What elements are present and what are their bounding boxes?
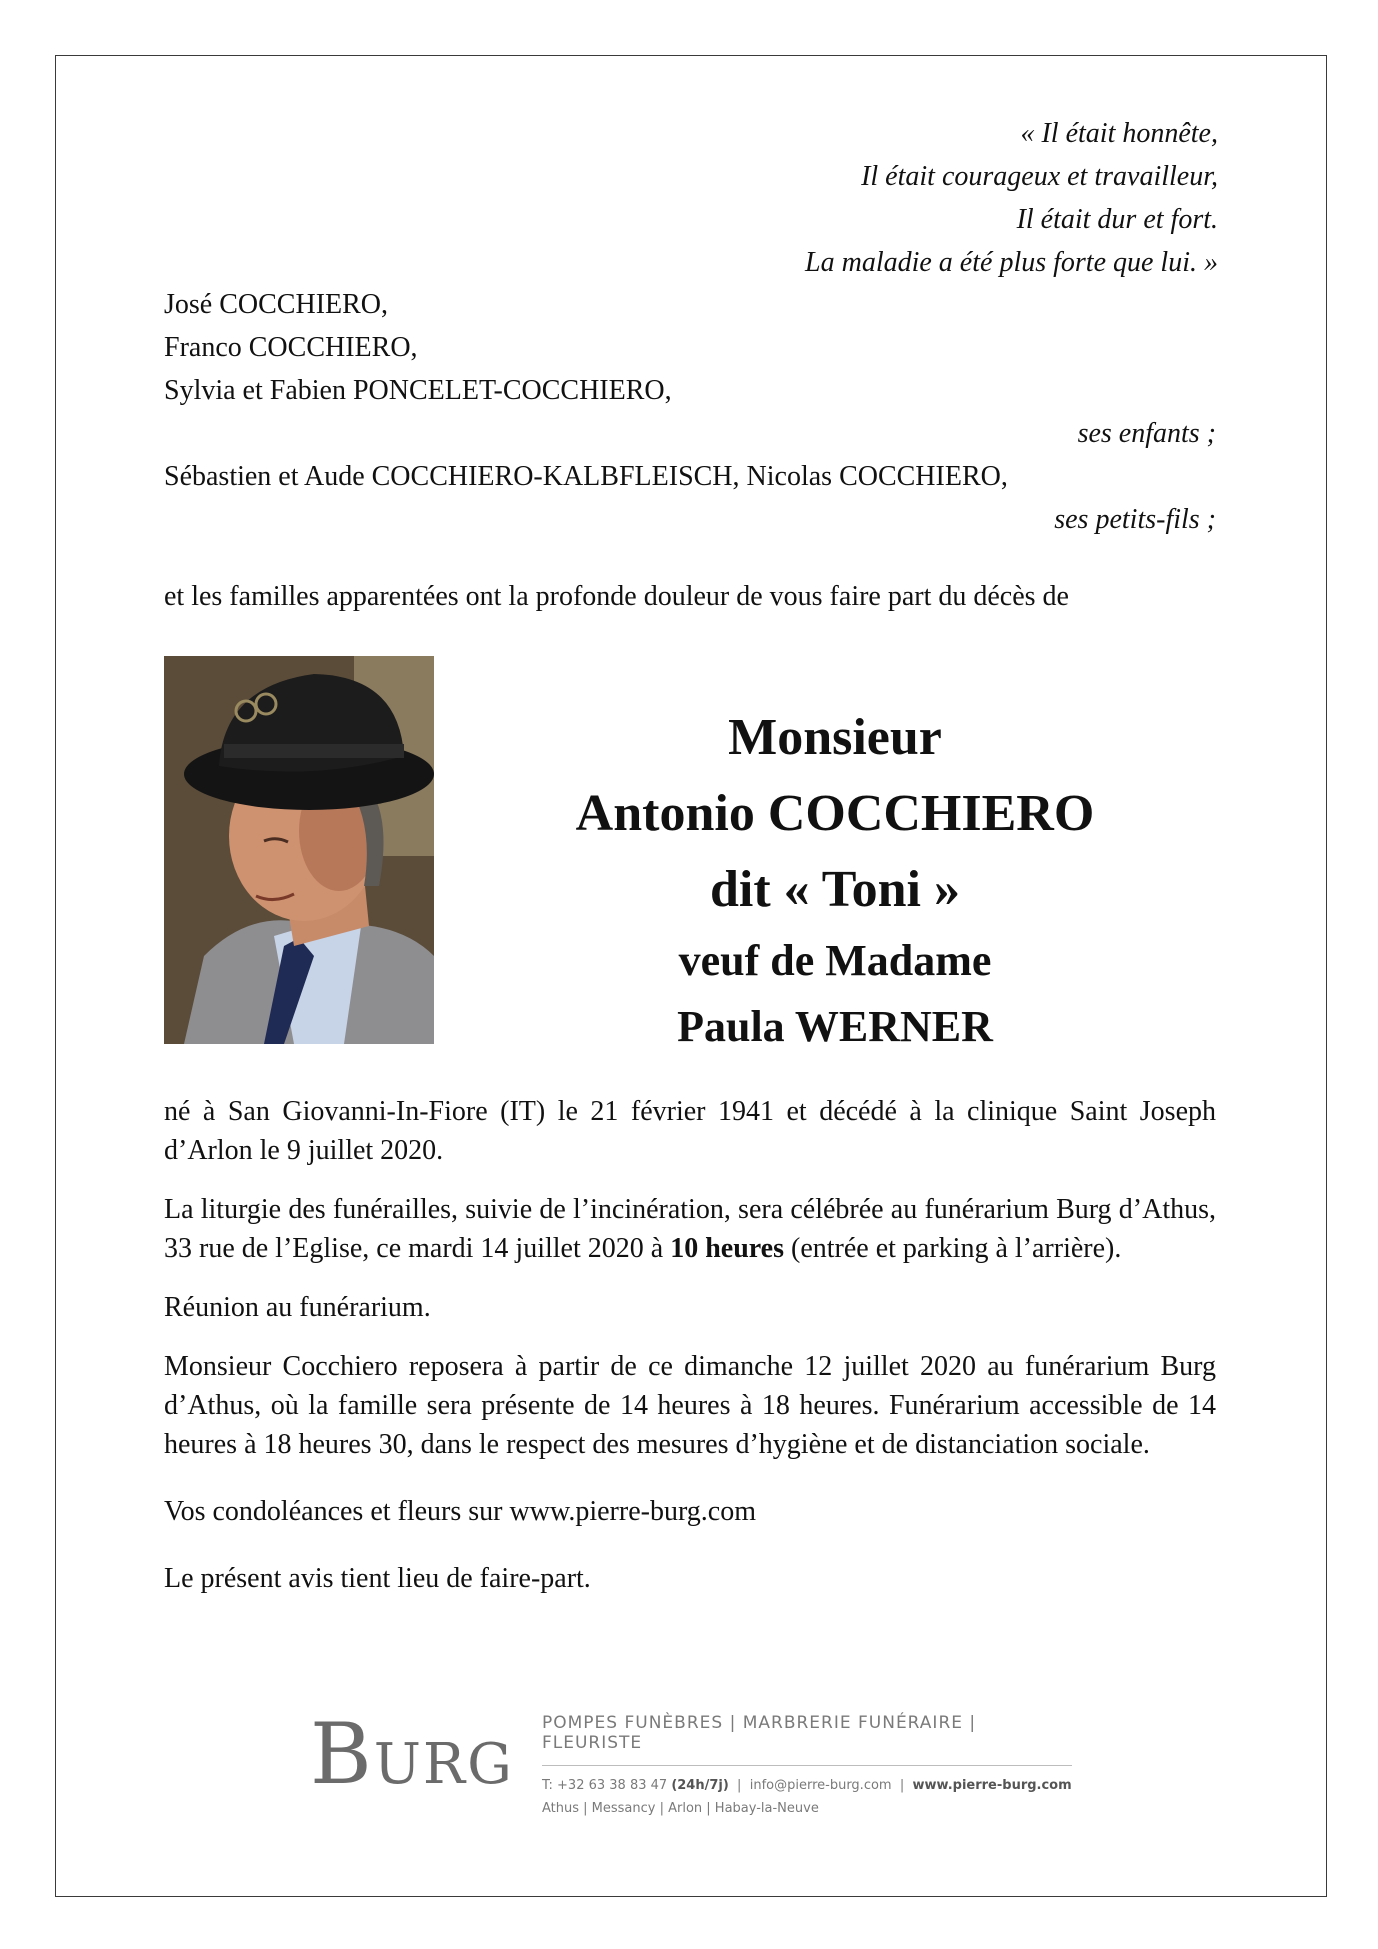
website-address: www.pierre-burg.com — [912, 1778, 1072, 1793]
poem-line: La maladie a été plus forte que lui. » — [805, 247, 1218, 278]
epitaph-poem — [805, 112, 1218, 284]
title-monsieur: Monsieur — [728, 709, 942, 766]
child-name: Franco COCCHIERO, — [164, 332, 418, 363]
town-list: Athus | Messancy | Arlon | Habay-la-Neuve — [542, 1801, 819, 1816]
contact-line: T: +32 63 38 83 47 (24h/7j) | info@pierre-burg.com | www.pierre-burg.com — [542, 1778, 1072, 1793]
viewing-paragraph: Monsieur Cocchiero reposera à partir de ce dimanche 12 juillet 2020 au funérarium Burg d’Athus, où la famille sera présente de 14 heures à 18 heures. Funérarium accessible de 14 heures à 18 heures 30, dans le respect des mesures d’hygiène et de distanciation sociale. — [164, 1351, 1216, 1460]
birth-death-paragraph: né à San Giovanni-In-Fiore (IT) le 21 février 1941 et décédé à la clinique Saint Joseph d’Arlon le 9 juillet 2020. — [164, 1096, 1216, 1166]
child-name: José COCCHIERO, — [164, 289, 389, 320]
reunion-paragraph: Réunion au funérarium. — [164, 1292, 431, 1323]
logo-initial: B — [310, 1705, 374, 1803]
liturgy-time: 10 heures — [670, 1233, 785, 1264]
funeral-home-footer — [310, 1705, 1100, 1815]
portrait-illustration — [164, 656, 434, 1044]
email-address: info@pierre-burg.com — [749, 1778, 892, 1793]
liturgy-paragraph — [164, 1190, 1216, 1268]
announcement-body — [164, 1092, 1216, 1618]
spouse-name: Paula WERNER — [677, 1002, 993, 1051]
phone-availability: (24h/7j) — [671, 1778, 729, 1793]
liturgy-text-end: (entrée et parking à l’arrière). — [784, 1233, 1122, 1264]
grandchildren-label: ses petits-fils ; — [1054, 504, 1216, 535]
deceased-name-block — [530, 700, 1140, 1060]
funeral-home-info — [542, 1713, 1072, 1816]
deceased-name: Antonio COCCHIERO — [575, 785, 1095, 842]
services-line: POMPES FUNÈBRES | MARBRERIE FUNÉRAIRE | FLEURISTE — [542, 1713, 1072, 1766]
widower-of: veuf de Madame — [678, 936, 992, 985]
announcement-intro: et les familles apparentées ont la profonde douleur de vous faire part du décès de — [164, 581, 1069, 612]
logo-rest: URG — [373, 1732, 514, 1797]
deceased-nickname: dit « Toni » — [709, 861, 961, 918]
grandchildren-names: Sébastien et Aude COCCHIERO-KALBFLEISCH, Nicolas COCCHIERO, — [164, 461, 1008, 492]
child-name: Sylvia et Fabien PONCELET-COCCHIERO, — [164, 375, 672, 406]
portrait-photo — [164, 656, 434, 1044]
faire-part-paragraph: Le présent avis tient lieu de faire-part. — [164, 1563, 591, 1594]
children-label: ses enfants ; — [1077, 418, 1216, 449]
poem-line: Il était dur et fort. — [1016, 204, 1218, 235]
phone-number: T: +32 63 38 83 47 — [542, 1778, 668, 1793]
liturgy-text: La liturgie des funérailles, suivie de l’incinération, sera célébrée au funérarium Burg d’Athus, 33 rue de l’Eglise, ce mardi 14 juillet 2020 à — [164, 1194, 1216, 1264]
poem-line: « Il était honnête, — [1020, 118, 1218, 149]
burg-logo — [310, 1705, 514, 1803]
family-list — [164, 283, 1216, 541]
poem-line: Il était courageux et travailleur, — [861, 161, 1218, 192]
condolences-paragraph: Vos condoléances et fleurs sur www.pierre-burg.com — [164, 1496, 756, 1527]
